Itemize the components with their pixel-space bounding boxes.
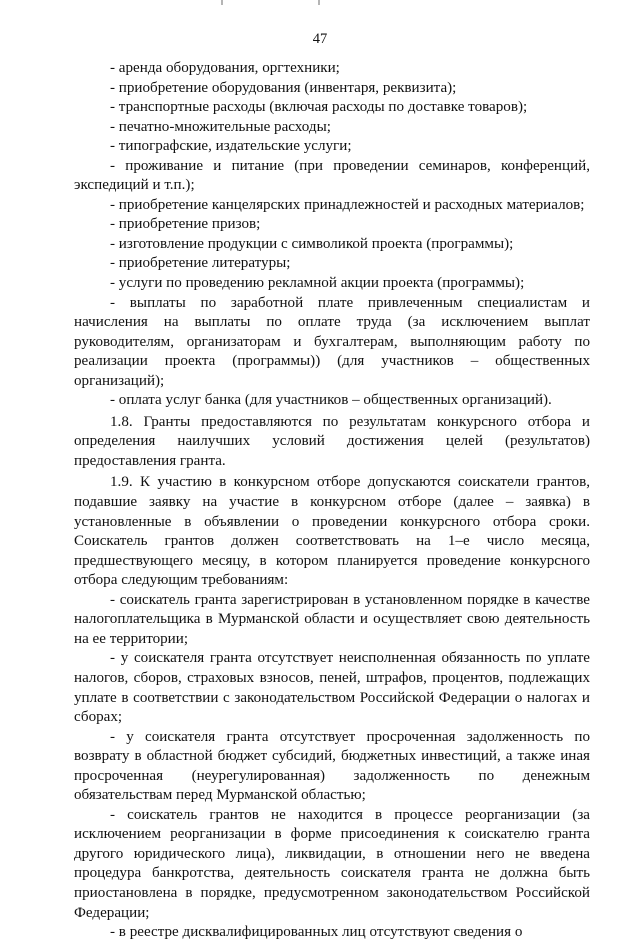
list-item-stationery: - приобретение канцелярских принадлежностей и расходных материалов; — [110, 196, 585, 213]
list-item-salary-payments: - выплаты по заработной плате привлеченным специалистам и начисления на выплаты по оплате труда (за исключением выплат руководителям, организаторам и бухгалтерам, выполняющим работу по реализации проекта (программы)) (для участников – общественных организаций); — [74, 294, 590, 389]
list-item-printing-costs: - печатно-множительные расходы; — [110, 118, 331, 135]
requirement-disqualified-registry: - в реестре дисквалифицированных лиц отсутствуют сведения о — [110, 924, 523, 941]
list-item-literature: - приобретение литературы; — [110, 255, 291, 272]
document-body — [74, 59, 590, 943]
list-item-branded-products: - изготовление продукции с символикой проекта (программы); — [110, 235, 514, 252]
scan-mark-right — [318, 0, 320, 5]
clause-1-9: 1.9. К участию в конкурсном отборе допускаются соискатели грантов, подавшие заявку на участие в конкурсном отборе (далее – заявка) в установленные в объявлении о проведении конкурсного отбора сроки. Соискатель грантов должен соответствовать на 1–е число месяца, предшествующего месяцу, в котором планируется проведение конкурсного отбора следующим требованиям: — [74, 474, 590, 589]
list-item-equipment-rental: - аренда оборудования, оргтехники; — [110, 60, 340, 76]
list-item-bank-services: - оплата услуг банка (для участников – общественных организаций). — [110, 392, 552, 409]
requirement-no-tax-debt: - у соискателя гранта отсутствует неисполненная обязанность по уплате налогов, сборов, страховых взносов, пеней, штрафов, процентов, подлежащих уплате в соответствии с законодательством Российской Федерации о налогах и сборах; — [74, 650, 590, 726]
list-item-publishing-services: - типографские, издательские услуги; — [110, 138, 352, 155]
requirement-no-overdue-debt: - у соискателя гранта отсутствует просроченная задолженность по возврату в областной бюджет субсидий, бюджетных инвестиций, а также иная просроченная (неурегулированная) задолженность по денежным обязательствам перед Мурманской областью; — [74, 728, 590, 804]
list-item-advertising: - услуги по проведению рекламной акции проекта (программы); — [110, 275, 525, 292]
clause-1-8: 1.8. Гранты предоставляются по результатам конкурсного отбора и определения наилучших условий достижения целей (результатов) предоставления гранта. — [74, 413, 590, 469]
page-number: 47 — [312, 31, 328, 47]
requirement-no-reorganization: - соискатель грантов не находится в процессе реорганизации (за исключением реорганизации в форме присоединения к соискателю гранта другого юридического лица), ликвидации, в отношении него не введена процедура банкротства, деятельность соискателя гранта не должна быть приостановлена в порядке, предусмотренном законодательством Российской Федерации; — [74, 806, 590, 921]
list-item-equipment-purchase: - приобретение оборудования (инвентаря, реквизита); — [110, 79, 457, 96]
scan-mark-left — [221, 0, 223, 5]
list-item-prizes: - приобретение призов; — [110, 216, 261, 233]
requirement-registration: - соискатель гранта зарегистрирован в установленном порядке в качестве налогоплательщика в Мурманской области и осуществляет свою деятельность на ее территории; — [74, 591, 590, 647]
list-item-transport-costs: - транспортные расходы (включая расходы по доставке товаров); — [110, 99, 528, 116]
list-item-accommodation: - проживание и питание (при проведении семинаров, конференций, экспедиций и т.п.); — [74, 157, 590, 194]
